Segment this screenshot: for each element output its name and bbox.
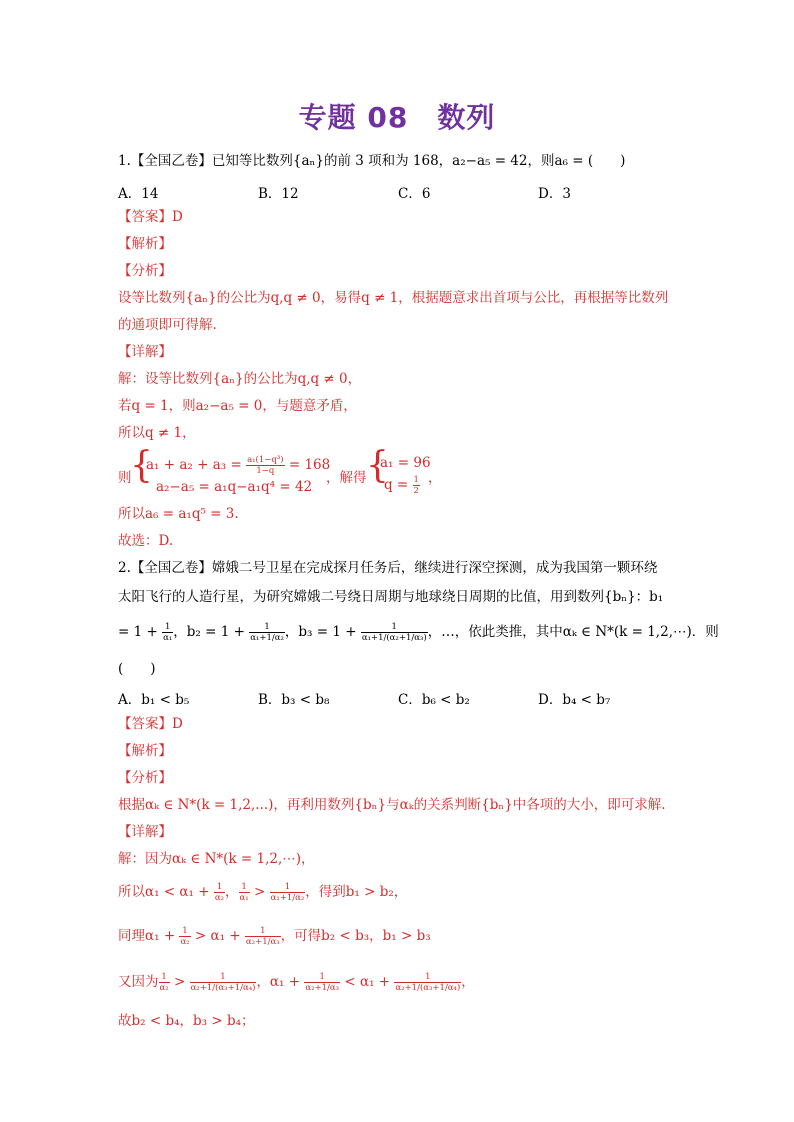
- q2-detail-line2: 所以α₁ < α₁ + $\frac{1}{\text{α₂}}$ ， $\frac{1}{\text{α₁}}$ > $\frac{1}{\text{α₁+1/α₂}}$ ，得到b₁ > b₂，: [118, 882, 408, 903]
- q2-analysis-heading: 【解析】: [118, 743, 172, 759]
- q2-detail-heading: 【详解】: [118, 824, 172, 840]
- q1-detail-line3: 所以q ≠ 1，: [118, 425, 196, 441]
- q2-option-a: A．b₁ < b₅: [118, 692, 190, 708]
- q1-system-end: ，: [428, 470, 442, 486]
- q1-solve-line1: a₁ = 96: [380, 455, 431, 471]
- q1-detail-line1: 解：设等比数列{aₙ}的公比为q,q ≠ 0，: [118, 371, 362, 387]
- q1-option-a: A．14: [118, 186, 159, 202]
- q2-stem-line1: 2.【全国乙卷】嫦娥二号卫星在完成探月任务后，继续进行深空探测，成为我国第一颗环绕: [118, 560, 658, 576]
- q1-system-line2: a₂−a₅ = a₁q−a₁q⁴ = 42: [156, 479, 313, 495]
- q2-option-b: B．b₃ < b₈: [258, 692, 330, 708]
- q2-detail-line4: 又因为 $\frac{1}{\text{α₂}}$ > $\frac{1}{\text{α₂+1/(α₃+1/α₄)}}$ ，α₁ + $\frac{1}{\text{α₂+1/α₃}}$ < α₁ + $\frac{1}{\text{α₂+1/(α₃+1/α₄)}}$ ，: [118, 972, 475, 993]
- q1-answer: 【答案】D: [118, 209, 183, 225]
- q2-detail-line5: 故b₂ < b₄，b₃ > b₄；: [118, 1013, 255, 1029]
- q1-fenxi-heading: 【分析】: [118, 263, 172, 279]
- q2-paren: ( ): [118, 661, 156, 677]
- q2-option-c: C．b₆ < b₂: [398, 692, 470, 708]
- q1-system-brace: {: [130, 445, 153, 486]
- q2-stem-line3: = 1 + $\frac{1}{\text{α₁}}$ ，b₂ = 1 + $\frac{1}{\text{α₁+1/α₂}}$ ，b₃ = 1 + $\frac{1}{\text{α₁+1/(α₂+1/α₃)}}$ ，…，依此类推，其中αₖ ∈ N*(k = 1,2,⋯)．则: [118, 622, 719, 643]
- q1-fenxi-line2: 的通项即可得解.: [118, 317, 217, 333]
- q2-answer: 【答案】D: [118, 716, 183, 732]
- q2-detail-line1: 解：因为αₖ ∈ N*(k = 1,2,⋯)，: [118, 851, 315, 867]
- q1-detail-line4: 所以a₆ = a₁q⁵ = 3.: [118, 506, 239, 522]
- q2-detail-line3: 同理α₁ + $\frac{1}{\text{α₂}}$ > α₁ + $\frac{1}{\text{α₂+1/α₃}}$ ，可得b₂ < b₃，b₁ > b₃: [118, 926, 431, 947]
- q1-system-mid: ，解得: [326, 470, 367, 486]
- q1-option-b: B．12: [258, 186, 299, 202]
- q1-detail-line5: 故选：D.: [118, 533, 174, 549]
- q2-stem-line2: 太阳飞行的人造行星，为研究嫦娥二号绕日周期与地球绕日周期的比值，用到数列{bₙ}：b₁: [118, 589, 664, 605]
- q1-fenxi-line1: 设等比数列{aₙ}的公比为q,q ≠ 0，易得q ≠ 1，根据题意求出首项与公比，再根据等比数列: [118, 290, 669, 306]
- q1-solve-line2: q = $\frac{1}{2}$: [384, 475, 419, 496]
- q1-system-prefix: 则: [118, 470, 132, 486]
- q1-system-line1: a₁ + a₂ + a₃ = $\frac{\text{a₁(1−q³)}}{1-q}$ = 168: [146, 455, 331, 476]
- q1-analysis-heading: 【解析】: [118, 236, 172, 252]
- q2-fenxi-line1: 根据αₖ ∈ N*(k = 1,2,...)，再利用数列{bₙ}与αₖ的关系判断{bₙ}中各项的大小，即可求解.: [118, 797, 666, 813]
- q2-option-d: D．b₄ < b₇: [538, 692, 611, 708]
- q1-solve-brace: {: [366, 445, 389, 486]
- q1-option-c: C．6: [398, 186, 431, 202]
- q2-fenxi-heading: 【分析】: [118, 770, 172, 786]
- q1-option-d: D．3: [538, 186, 571, 202]
- q1-stem: 1.【全国乙卷】已知等比数列{aₙ}的前 3 项和为 168，a₂−a₅ = 42，则a₆ = ( ): [118, 153, 626, 169]
- q1-detail-line2: 若q = 1，则a₂−a₅ = 0，与题意矛盾，: [118, 398, 357, 414]
- q1-detail-heading: 【详解】: [118, 344, 172, 360]
- page-title: 专题 08 数列: [298, 101, 496, 134]
